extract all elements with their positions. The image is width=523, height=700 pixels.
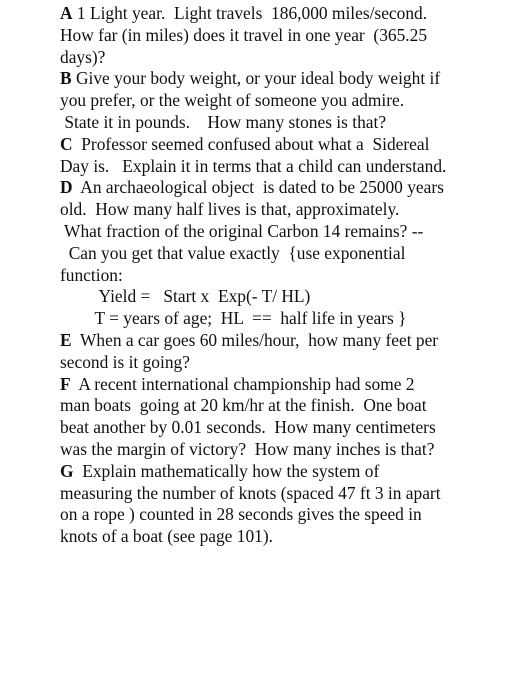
question-f-line-4: was the margin of victory? How many inches is that? <box>60 438 435 459</box>
worksheet-text <box>60 3 520 548</box>
question-c-letter: C <box>60 133 73 154</box>
question-g-line-1: G Explain mathematically how the system of <box>60 460 380 481</box>
question-e-line-1: E When a car goes 60 miles/hour, how many feet per <box>60 329 439 350</box>
question-c-line-2: Day is. Explain it in terms that a child can understand. <box>60 155 447 176</box>
question-g-line-2: measuring the number of knots (spaced 47 ft 3 in apart <box>60 482 441 503</box>
question-a-line-3: days)? <box>60 46 106 67</box>
question-d-line-5: function: <box>60 264 123 285</box>
question-d-line-4: Can you get that value exactly {use exponential <box>60 242 406 263</box>
question-d-line-3: What fraction of the original Carbon 14 remains? -- <box>60 220 424 241</box>
question-b-line-2: you prefer, or the weight of someone you admire. <box>60 90 405 111</box>
question-c-line-1: C Professor seemed confused about what a Sidereal <box>60 133 430 154</box>
question-a-line-2: How far (in miles) does it travel in one year (365.25 <box>60 24 428 45</box>
question-d-line-2: old. How many half lives is that, approximately. <box>60 199 400 220</box>
question-f-line-2: man boats going at 20 km/hr at the finish. One boat <box>60 395 427 416</box>
question-d-line-1: D An archaeological object is dated to be 25000 years <box>60 177 444 198</box>
question-f-line-1: F A recent international championship had some 2 <box>60 373 415 394</box>
question-d-letter: D <box>60 177 73 198</box>
question-g-letter: G <box>60 460 74 481</box>
question-b-line-3: State it in pounds. How many stones is that? <box>60 111 387 132</box>
question-e-letter: E <box>60 329 72 350</box>
question-g-line-3: on a rope ) counted in 28 seconds gives the speed in <box>60 504 422 525</box>
question-f-letter: F <box>60 373 71 394</box>
question-a-letter: A <box>60 3 73 23</box>
formula-definitions: T = years of age; HL == half life in years } <box>60 308 407 329</box>
yield-formula: Yield = Start x Exp(- T/ HL) <box>60 286 311 307</box>
question-e-line-2: second is it going? <box>60 351 190 372</box>
question-g-line-4: knots of a boat (see page 101). <box>60 526 273 547</box>
question-b-letter: B <box>60 68 72 89</box>
question-a-line-1: A 1 Light year. Light travels 186,000 miles/second. <box>60 3 428 23</box>
question-f-line-3: beat another by 0.01 seconds. How many centimeters <box>60 417 436 438</box>
question-b-line-1: B Give your body weight, or your ideal body weight if <box>60 68 441 89</box>
